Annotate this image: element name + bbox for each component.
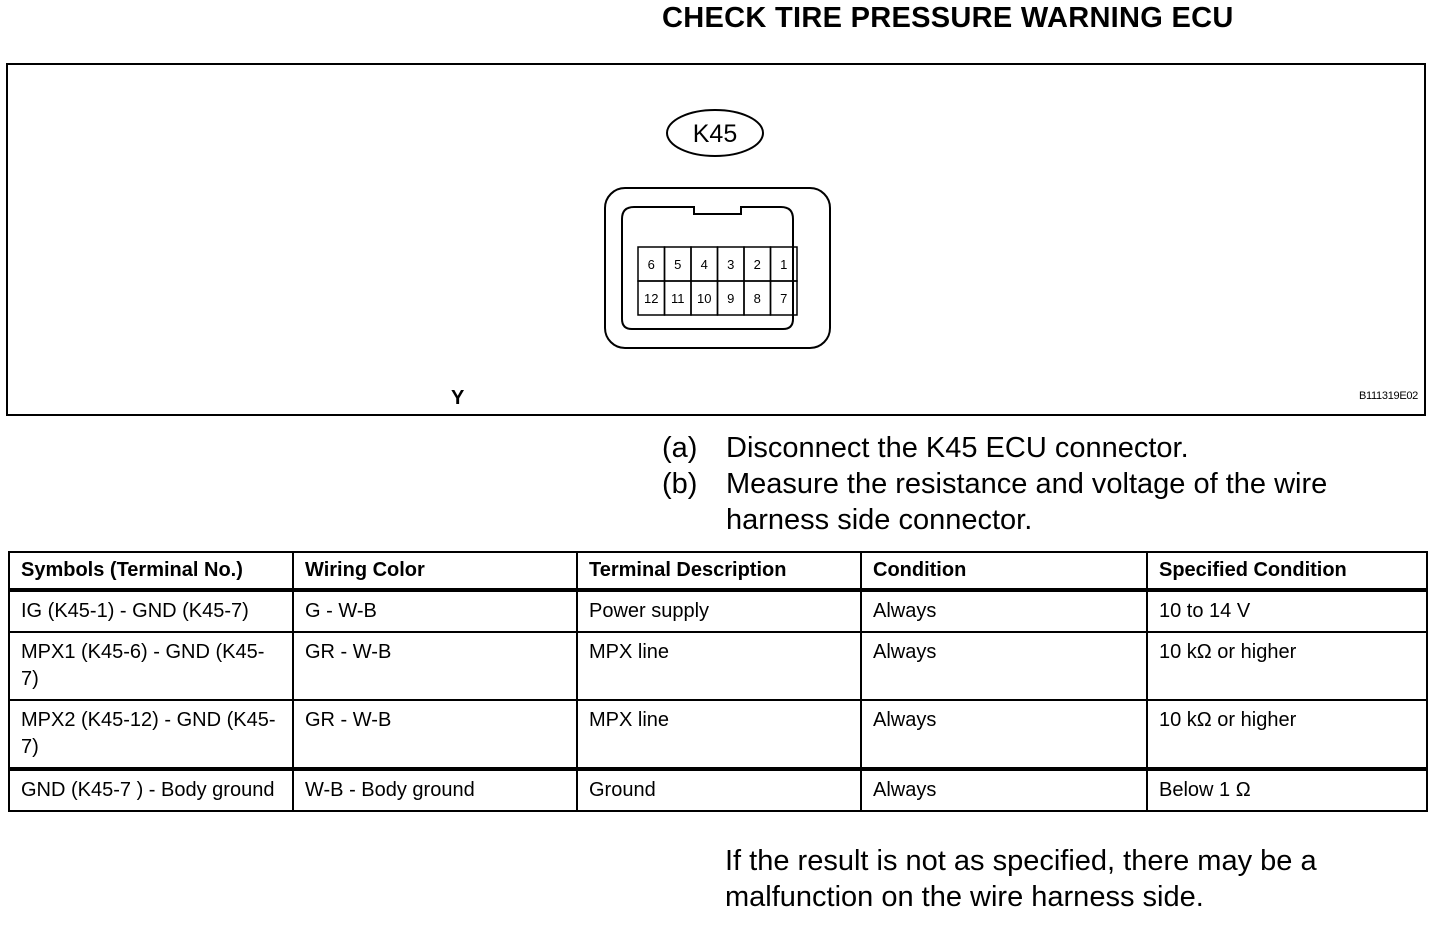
table-cell: GND (K45-7 ) - Body ground (9, 769, 293, 811)
figure-code: B111319E02 (1359, 390, 1418, 402)
pin-number: 7 (780, 291, 788, 306)
table-cell: GR - W-B (293, 700, 577, 769)
table-cell: Always (861, 590, 1147, 632)
table-cell: Always (861, 769, 1147, 811)
table-row (9, 632, 1427, 700)
table-header-row (9, 552, 1427, 590)
pin-number: 12 (644, 291, 659, 306)
table-row (9, 590, 1427, 632)
table-cell: MPX1 (K45-6) - GND (K45-7) (9, 632, 293, 700)
pin-number: 9 (727, 291, 735, 306)
column-header: Wiring Color (293, 552, 577, 590)
column-header: Terminal Description (577, 552, 861, 590)
table-cell: Always (861, 700, 1147, 769)
table-cell: MPX2 (K45-12) - GND (K45-7) (9, 700, 293, 769)
table-cell: Always (861, 632, 1147, 700)
connector-label: K45 (692, 120, 738, 148)
connector-diagram (8, 65, 1424, 414)
table-cell: IG (K45-1) - GND (K45-7) (9, 590, 293, 632)
spec-table (8, 551, 1428, 812)
column-header: Symbols (Terminal No.) (9, 552, 293, 590)
pin-number: 11 (671, 291, 685, 306)
view-letter: Y (451, 387, 465, 409)
step-label: (b) (662, 468, 698, 500)
table-cell: 10 to 14 V (1147, 590, 1427, 632)
table-cell: 10 kΩ or higher (1147, 700, 1427, 769)
step-text: Measure the resistance and voltage of the wire harness side connector. (726, 468, 1328, 536)
column-header: Condition (861, 552, 1147, 590)
pin-number: 6 (647, 257, 655, 272)
column-header: Specified Condition (1147, 552, 1427, 590)
table-cell: G - W-B (293, 590, 577, 632)
instruction-steps (662, 430, 1386, 538)
connector-figure (6, 63, 1426, 416)
table-cell: Ground (577, 769, 861, 811)
pin-number: 2 (753, 257, 761, 272)
table-cell: 10 kΩ or higher (1147, 632, 1427, 700)
table-cell: MPX line (577, 700, 861, 769)
step-text: Disconnect the K45 ECU connector. (726, 432, 1189, 464)
table-cell: Below 1 Ω (1147, 769, 1427, 811)
table-row (9, 700, 1427, 769)
pin-number: 8 (753, 291, 761, 306)
table-cell: Power supply (577, 590, 861, 632)
pin-number: 5 (674, 257, 682, 272)
table-cell: W-B - Body ground (293, 769, 577, 811)
pin-number: 3 (727, 257, 735, 272)
step-a (662, 430, 1386, 466)
pin-grid (638, 247, 797, 315)
page-title: CHECK TIRE PRESSURE WARNING ECU (662, 2, 1234, 34)
step-label: (a) (662, 432, 698, 464)
table-row (9, 769, 1427, 811)
result-note: If the result is not as specified, there may be a malfunction on the wire harness side. (725, 845, 1317, 913)
table-cell: MPX line (577, 632, 861, 700)
pin-number: 1 (780, 257, 788, 272)
step-b (662, 466, 1386, 538)
table-cell: GR - W-B (293, 632, 577, 700)
pin-number: 4 (700, 257, 708, 272)
pin-number: 10 (697, 291, 712, 306)
